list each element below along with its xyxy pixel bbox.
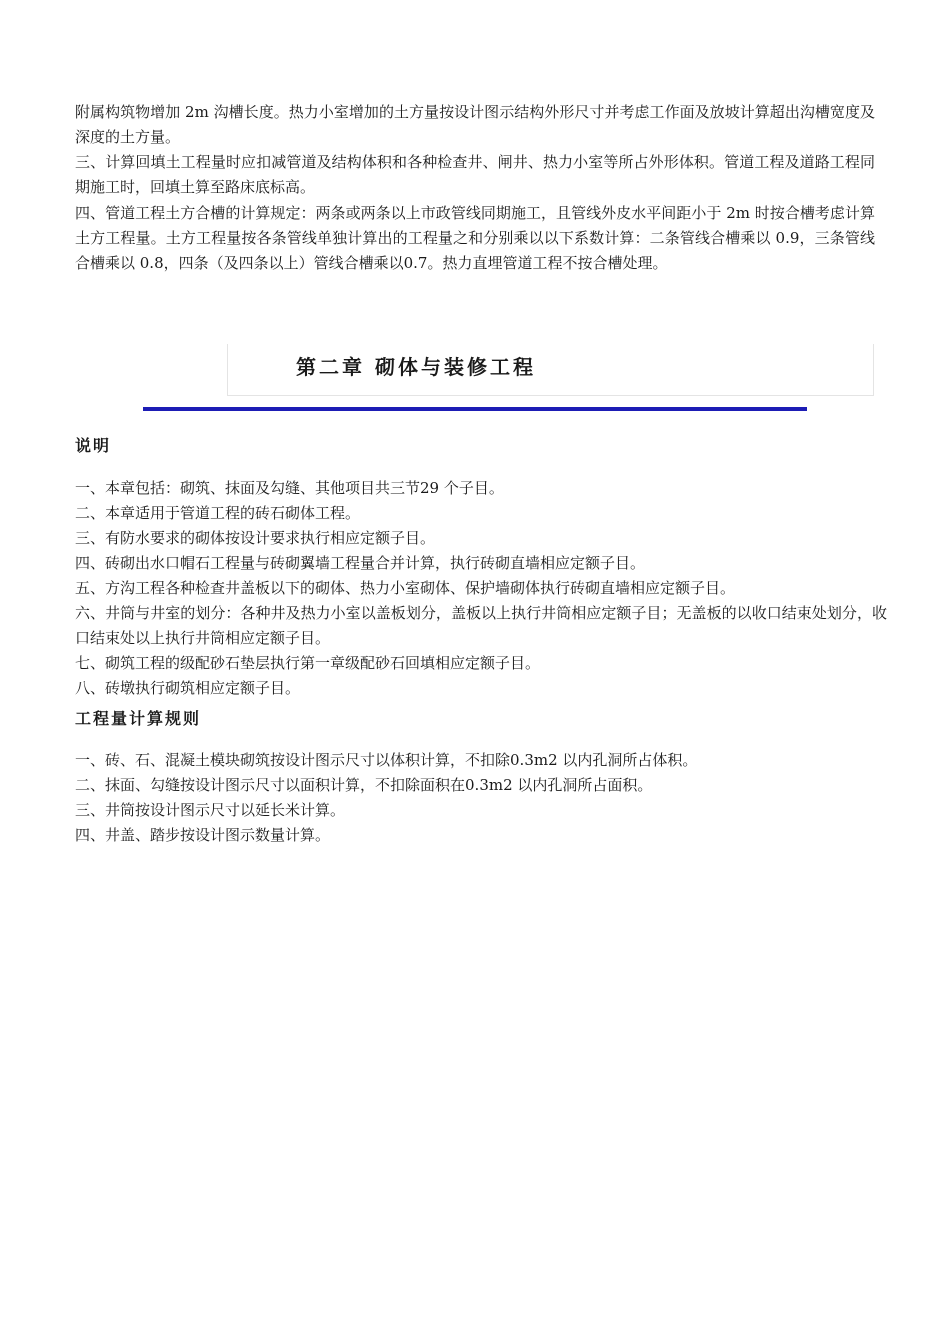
list-item: 七、砌筑工程的级配砂石垫层执行第一章级配砂石回填相应定额子目。 [75, 654, 541, 672]
list-item: 三、井筒按设计图示尺寸以延长米计算。 [75, 801, 346, 819]
notes-list [75, 476, 887, 701]
intro-paragraph: 附属构筑物增加 2m 沟槽长度。热力小室增加的土方量按设计图示结构外形尺寸并考虑工作面及放坡计算超出沟槽宽度及深度的土方量。 [75, 103, 875, 146]
list-item: 一、本章包括：砌筑、抹面及勾缝、其他项目共三节29 个子目。 [75, 479, 504, 497]
chapter-divider [143, 407, 807, 411]
notes-heading: 说明 [75, 436, 112, 455]
rules-heading: 工程量计算规则 [75, 709, 202, 728]
list-item: 六、井筒与井室的划分：各种井及热力小室以盖板划分，盖板以上执行井筒相应定额子目；无盖板的以收口结束处划分，收口结束处以上执行井筒相应定额子目。 [75, 604, 887, 647]
list-item: 二、本章适用于管道工程的砖石砌体工程。 [75, 504, 361, 522]
list-item: 四、砖砌出水口帽石工程量与砖砌翼墙工程量合并计算，执行砖砌直墙相应定额子目。 [75, 554, 646, 572]
chapter-title: 第二章 砌体与装修工程 [296, 355, 536, 379]
rules-list [75, 748, 887, 848]
list-item: 八、砖墩执行砌筑相应定额子目。 [75, 679, 301, 697]
list-item: 一、砖、石、混凝土模块砌筑按设计图示尺寸以体积计算，不扣除0.3m2 以内孔洞所占体积。 [75, 751, 698, 769]
list-item: 三、有防水要求的砌体按设计要求执行相应定额子目。 [75, 529, 436, 547]
list-item: 二、抹面、勾缝按设计图示尺寸以面积计算，不扣除面积在0.3m2 以内孔洞所占面积。 [75, 776, 653, 794]
list-item: 五、方沟工程各种检查井盖板以下的砌体、热力小室砌体、保护墙砌体执行砖砌直墙相应定额子目。 [75, 579, 736, 597]
list-item: 四、井盖、踏步按设计图示数量计算。 [75, 826, 331, 844]
intro-paragraph: 四、管道工程土方合槽的计算规定：两条或两条以上市政管线同期施工，且管线外皮水平间距小于 2m 时按合槽考虑计算土方工程量。土方工程量按各条管线单独计算出的工程量之和分别乘以以下系数计算：二条管线合槽乘以 0.9，三条管线合槽乘以 0.8，四条（及四条以上）管线合槽乘以0.7。热力直埋管道工程不按合槽处理。 [75, 204, 875, 272]
intro-paragraph: 三、计算回填土工程量时应扣减管道及结构体积和各种检查井、闸井、热力小室等所占外形体积。管道工程及道路工程同期施工时，回填土算至路床底标高。 [75, 153, 875, 196]
